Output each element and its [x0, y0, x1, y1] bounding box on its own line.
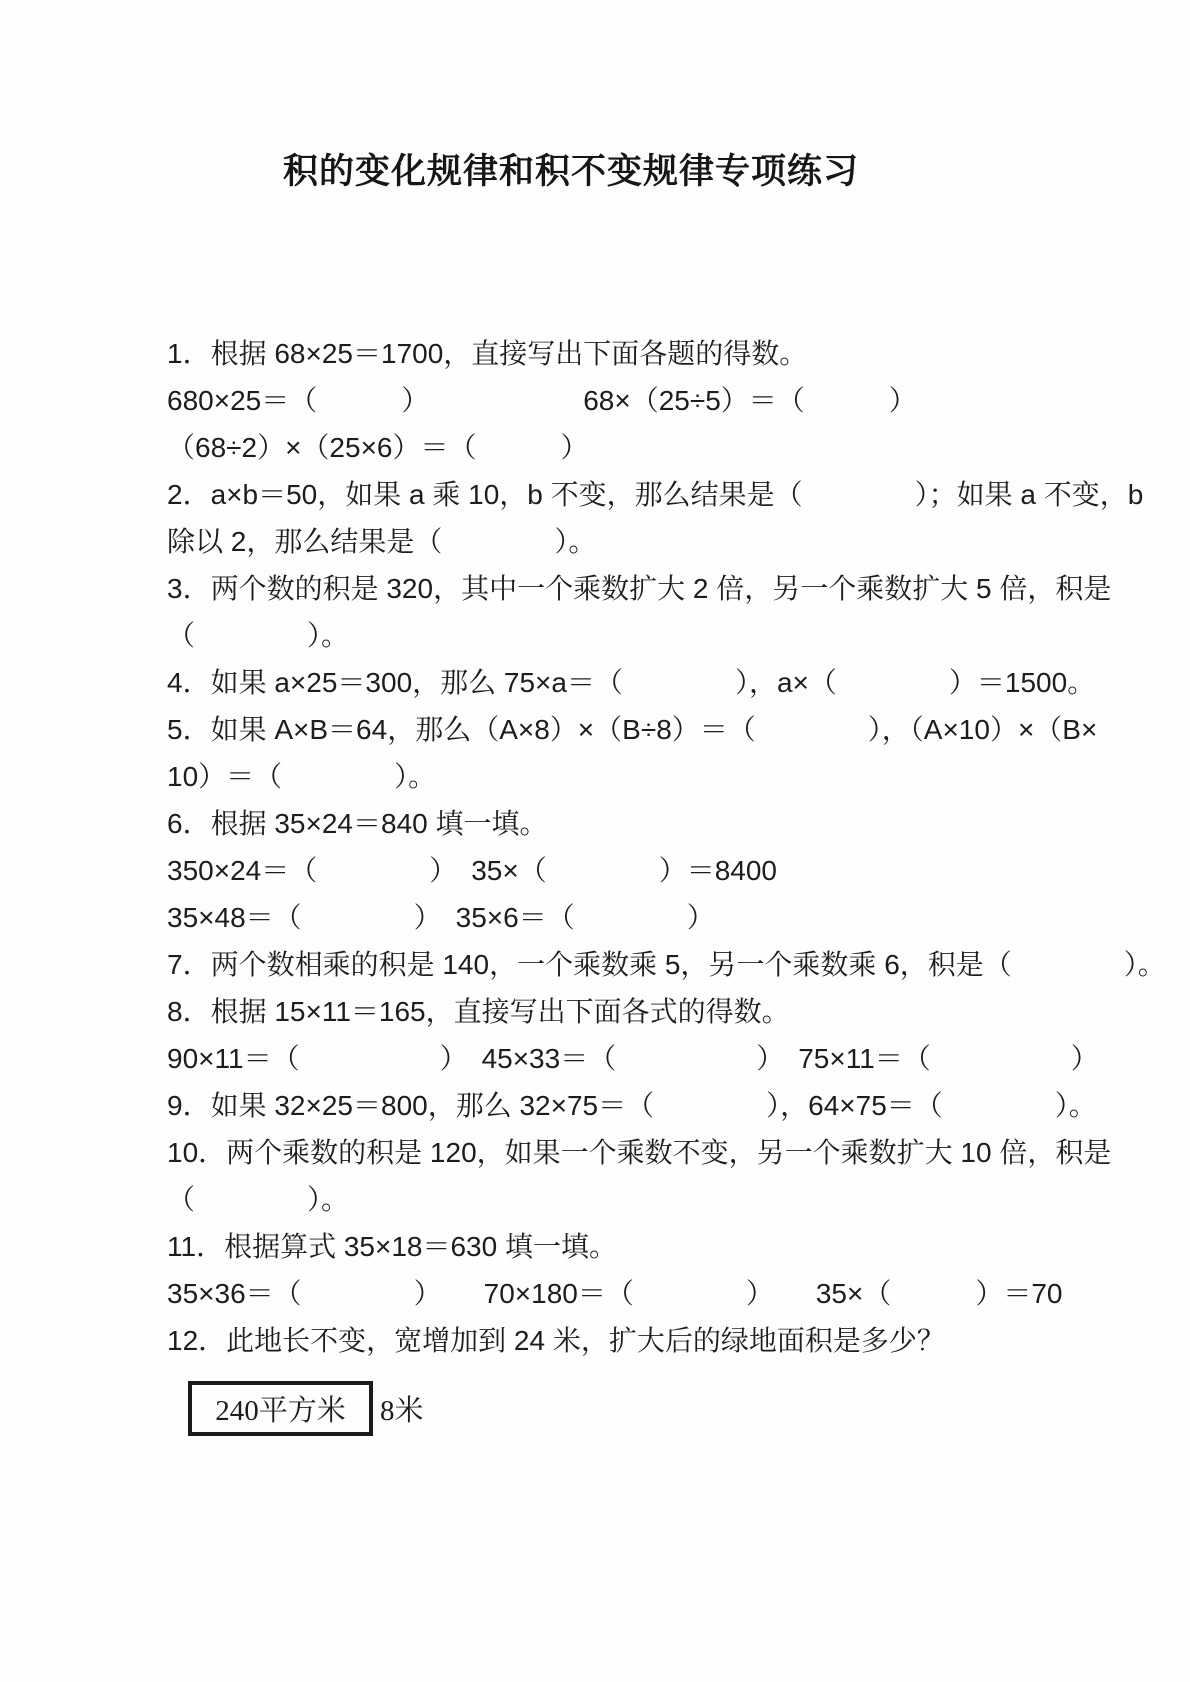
worksheet-line-q1-blanks-a: 680×25＝（ ） 68×（25÷5）＝（ ） — [167, 385, 917, 416]
worksheet-line-q6: 6．根据 35×24＝840 填一填。 — [167, 808, 548, 839]
worksheet-line-q11: 11．根据算式 35×18＝630 填一填。 — [167, 1231, 617, 1262]
worksheet-line-q12: 12．此地长不变，宽增加到 24 米，扩大后的绿地面积是多少？ — [167, 1325, 945, 1356]
worksheet-line-q10-b: （ ）。 — [167, 1184, 350, 1215]
worksheet-line-q6-blanks-b: 35×48＝（ ） 35×6＝（ ） — [167, 902, 715, 933]
rectangle-box — [188, 1381, 373, 1436]
worksheet-line-q1: 1．根据 68×25＝1700，直接写出下面各题的得数。 — [167, 338, 808, 369]
rectangle-area-label: 240平方米 — [215, 1395, 346, 1427]
worksheet-line-q6-blanks-a: 350×24＝（ ） 35×（ ）＝8400 — [167, 855, 777, 886]
worksheet-line-q8-blanks: 90×11＝（ ） 45×33＝（ ） 75×11＝（ ） — [167, 1043, 1099, 1074]
page-title: 积的变化规律和积不变规律专项练习 — [283, 152, 860, 191]
rectangle-figure — [188, 1381, 424, 1436]
worksheet-line-q5-b: 10）＝（ ）。 — [167, 761, 437, 792]
worksheet-line-q7: 7．两个数相乘的积是 140，一个乘数乘 5，另一个乘数乘 6，积是（ ）。 — [167, 949, 1166, 980]
worksheet-body — [167, 330, 1166, 1364]
worksheet-line-q1-blanks-b: （68÷2）×（25×6）＝（ ） — [167, 432, 589, 463]
worksheet-line-q2-b: 除以 2，那么结果是（ ）。 — [167, 526, 597, 557]
rectangle-width-label: 8米 — [380, 1395, 424, 1427]
worksheet-line-q3-a: 3．两个数的积是 320，其中一个乘数扩大 2 倍，另一个乘数扩大 5 倍，积是 — [167, 573, 1112, 604]
worksheet-line-q4: 4．如果 a×25＝300，那么 75×a＝（ ），a×（ ）＝1500。 — [167, 667, 1096, 698]
worksheet-line-q10-a: 10．两个乘数的积是 120，如果一个乘数不变，另一个乘数扩大 10 倍，积是 — [167, 1137, 1112, 1168]
worksheet-line-q8: 8．根据 15×11＝165，直接写出下面各式的得数。 — [167, 996, 790, 1027]
worksheet-line-q11-blanks: 35×36＝（ ） 70×180＝（ ） 35×（ ）＝70 — [167, 1278, 1063, 1309]
worksheet-line-q2-a: 2．a×b＝50，如果 a 乘 10，b 不变，那么结果是（ ）；如果 a 不变，b — [167, 479, 1144, 510]
worksheet-line-q5-a: 5．如果 A×B＝64，那么（A×8）×（B÷8）＝（ ），（A×10）×（B× — [167, 714, 1098, 745]
worksheet-line-q9: 9．如果 32×25＝800，那么 32×75＝（ ），64×75＝（ ）。 — [167, 1090, 1097, 1121]
worksheet-line-q3-b: （ ）。 — [167, 620, 350, 651]
